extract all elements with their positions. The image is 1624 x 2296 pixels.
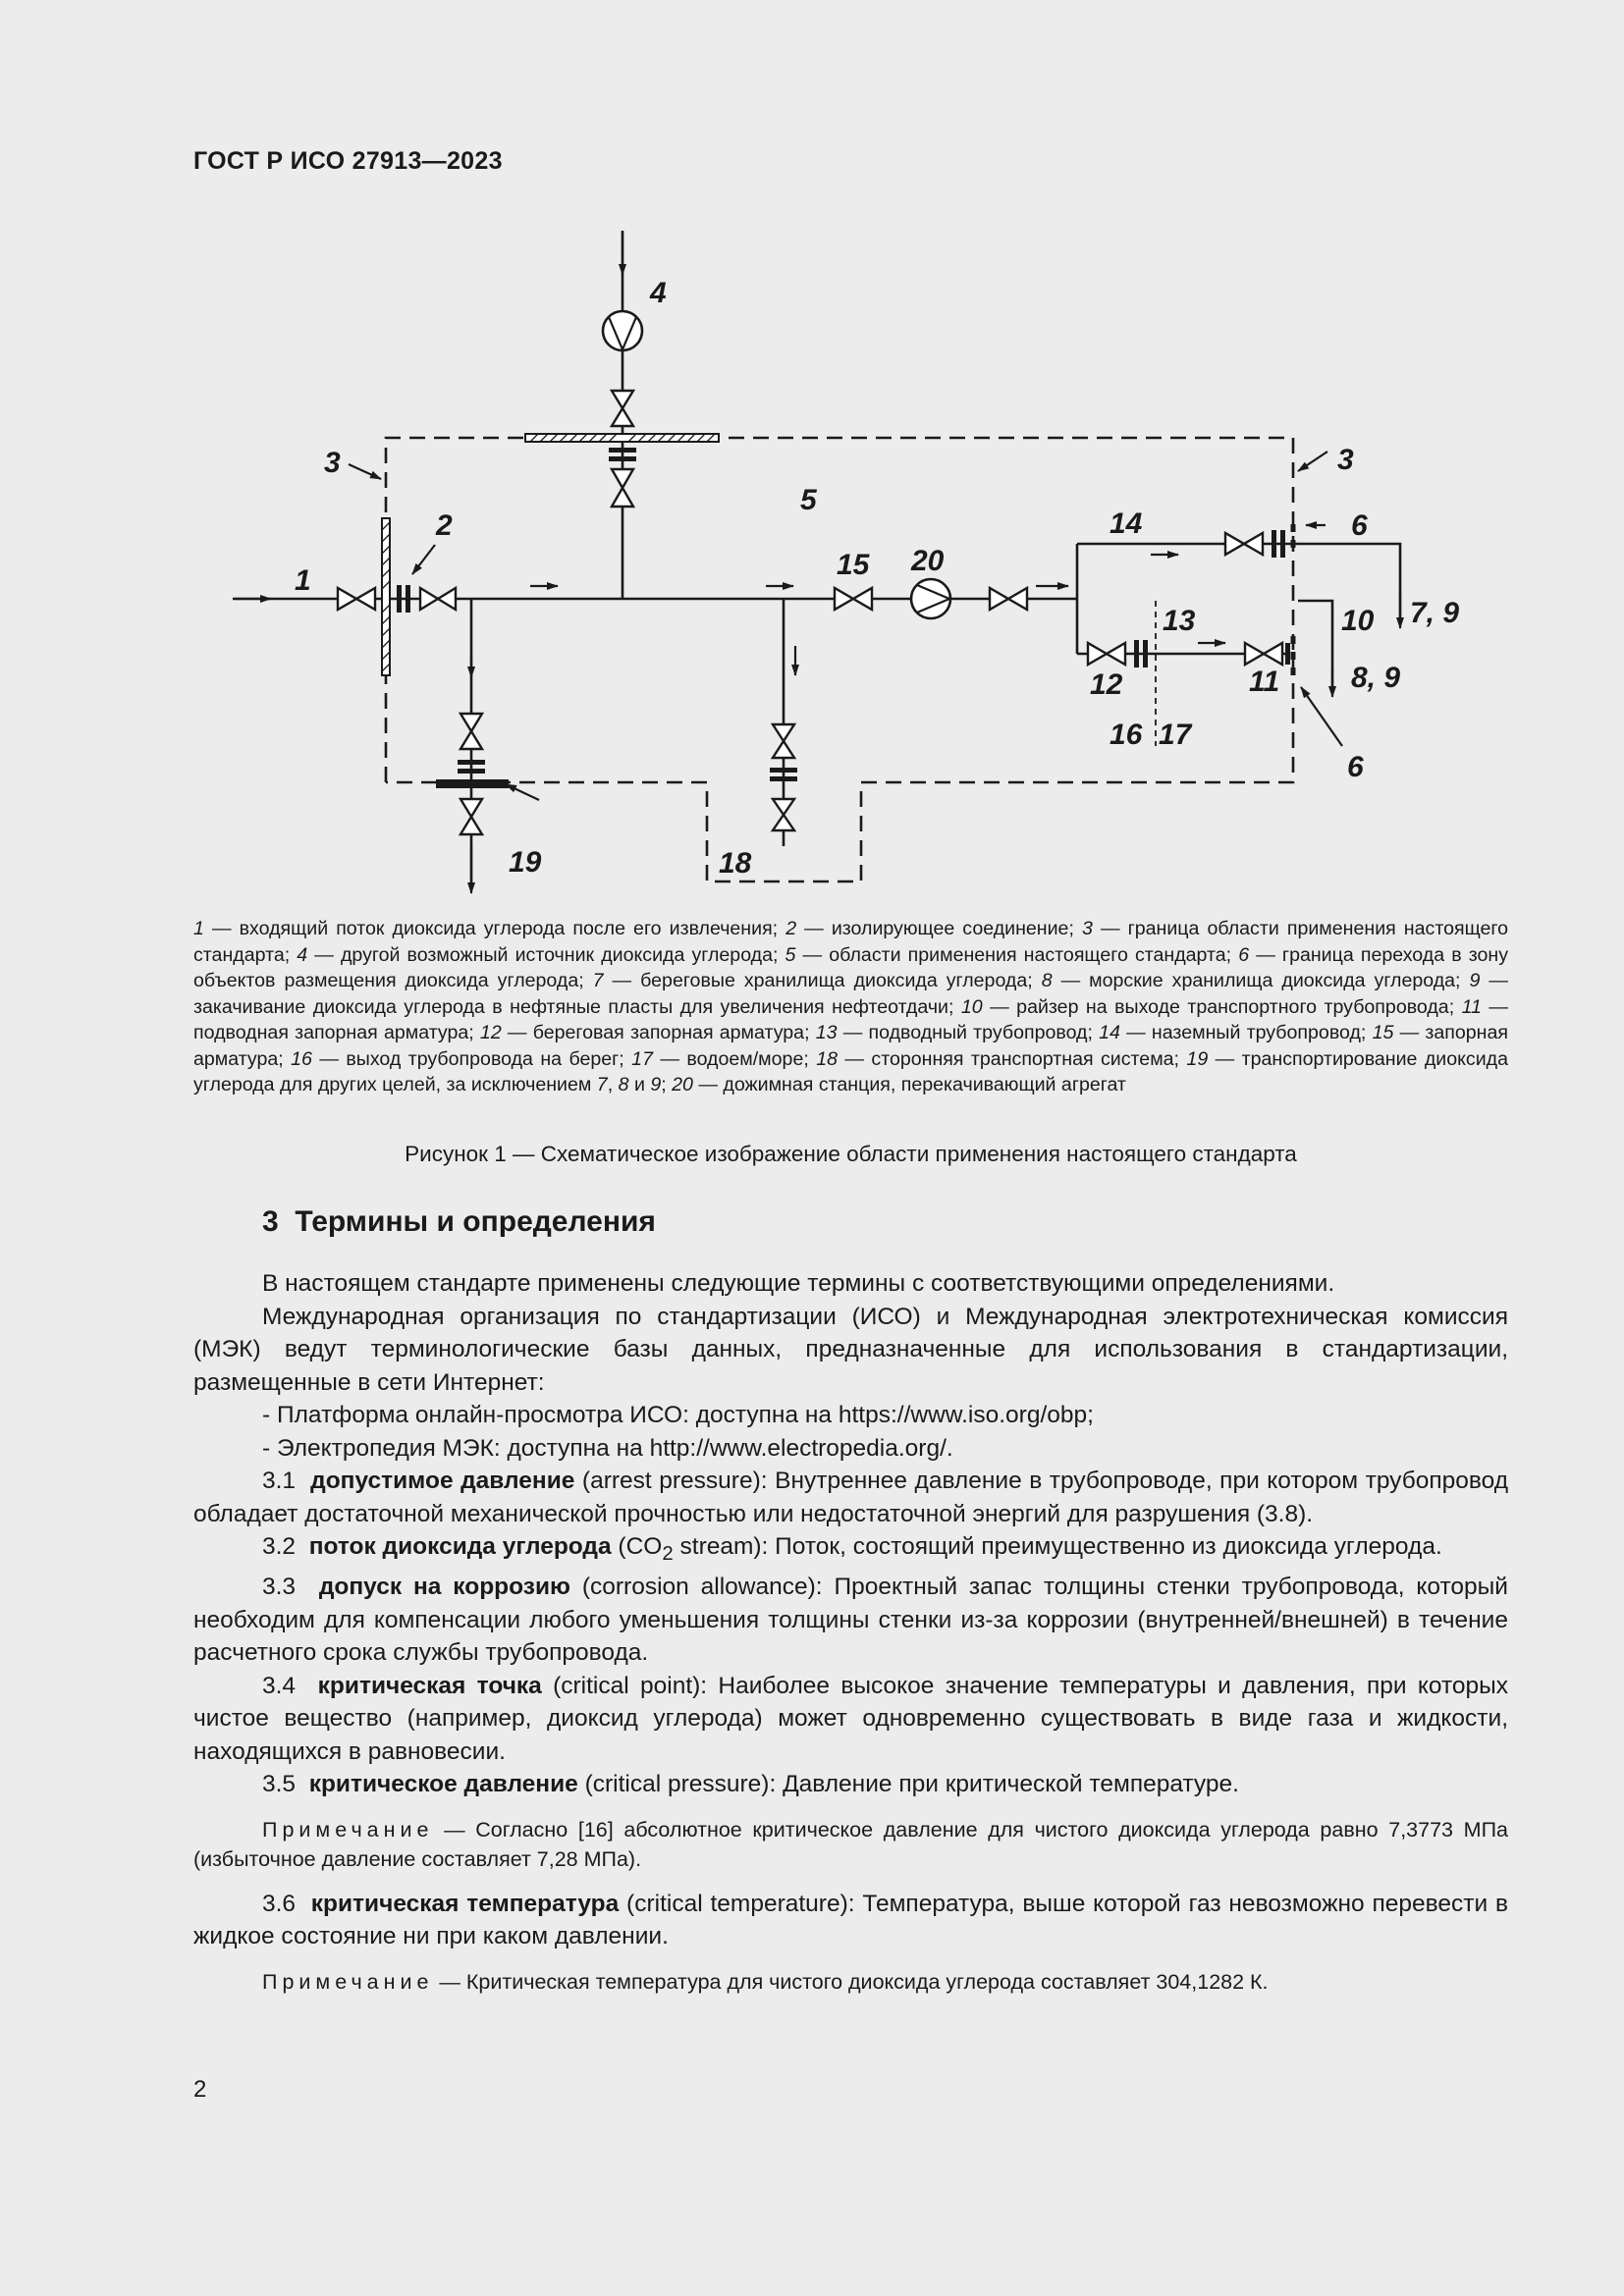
valve-inlet <box>338 588 375 610</box>
valve-11 <box>1245 643 1282 665</box>
section-number: 3 <box>262 1205 279 1238</box>
legend-number: 8 <box>1041 970 1053 991</box>
legend-text: — морские хранилища диоксида углерода; <box>1052 970 1470 991</box>
list-item: - Платформа онлайн-просмотра ИСО: доступна на https://www.iso.org/obp; <box>262 1402 1094 1428</box>
callout-1: 1 <box>295 564 311 597</box>
section-title-text: Термины и определения <box>295 1205 656 1238</box>
legend-text: — сторонняя транспортная система; <box>838 1047 1187 1070</box>
callout-16: 16 <box>1110 719 1143 751</box>
legend-text: — наземный трубопровод; <box>1119 1022 1373 1043</box>
callout-18: 18 <box>719 847 752 880</box>
isolation-bar-left <box>382 518 390 675</box>
callout-5: 5 <box>800 484 817 516</box>
legend-text: — райзер на выходе транспортного трубопровода; <box>982 995 1462 1018</box>
callout-8-9: 8, 9 <box>1351 662 1401 694</box>
legend-number: 1 <box>193 918 204 939</box>
legend-number: 9 <box>650 1074 662 1095</box>
term-3-6: 3.6 критическая температура (critical temperature): Температура, выше которой газ невозможно перевести в жидкое состояние ни при каком давлении. <box>193 1890 1508 1950</box>
legend-number: 7 <box>596 1074 608 1095</box>
riser-10 <box>1298 601 1332 687</box>
legend-number: 19 <box>1186 1047 1209 1070</box>
figure-legend <box>193 916 1508 1098</box>
valve-14 <box>1225 533 1263 555</box>
callout-11: 11 <box>1249 666 1280 698</box>
legend-text: — подводная запорная арматура; <box>193 995 1508 1043</box>
valve-after-20 <box>990 588 1027 610</box>
legend-text: и <box>628 1074 651 1095</box>
callout-3-left: 3 <box>324 447 341 479</box>
legend-text: — граница перехода в зону объектов размещения диоксида углерода; <box>193 943 1508 991</box>
legend-number: 8 <box>618 1074 629 1095</box>
legend-text: ; <box>661 1074 673 1095</box>
legend-number: 2 <box>785 918 797 939</box>
valve-2 <box>420 588 456 610</box>
legend-number: 10 <box>960 995 983 1018</box>
legend-number: 11 <box>1461 995 1482 1018</box>
legend-number: 16 <box>291 1047 312 1070</box>
legend-text: — другой возможный источник диоксида углерода; <box>307 943 785 966</box>
callout-10: 10 <box>1341 605 1375 637</box>
legend-number: 9 <box>1469 970 1481 991</box>
term-3-1: 3.1 допустимое давление (arrest pressure): Внутреннее давление в трубопроводе, при котором трубопровод обладает достаточной механической прочностью или недостаточной энергий для разрушения (3.8). <box>193 1468 1508 1527</box>
legend-text: — водоем/море; <box>652 1047 817 1070</box>
callout-20: 20 <box>911 545 945 577</box>
iso-paragraph: Международная организация по стандартизации (ИСО) и Международная электротехническая комиссия (МЭК) ведут терминологические базы данных, предназначенные для использования в стандартизации, размещенные в сети Интернет: <box>193 1303 1508 1396</box>
term-3-4: 3.4 критическая точка (critical point): Наиболее высокое значение температуры и давления, при которых чистое вещество (например, диоксид углерода) может одновременно существовать в виде газа и жидкости, находящихся в равновесии. <box>193 1672 1508 1765</box>
legend-text: — граница области применения настоящего стандарта; <box>193 918 1508 966</box>
legend-text: — береговые хранилища диоксида углерода; <box>603 970 1042 991</box>
scope-boundary <box>386 438 1293 881</box>
legend-text: — дожимная станция, перекачивающий агрегат <box>692 1074 1126 1095</box>
valve-15 <box>835 588 872 610</box>
document-header: ГОСТ Р ИСО 27913—2023 <box>193 147 503 175</box>
callout-4: 4 <box>650 277 667 309</box>
callout-19: 19 <box>509 846 542 879</box>
valve-12 <box>1088 643 1125 665</box>
legend-text: — подводный трубопровод; <box>837 1022 1100 1043</box>
note-1: Примечание — Согласно [16] абсолютное критическое давление для чистого диоксида углерода равно 7,3773 МПа (избыточное давление составляет 7,28 МПа). <box>193 1817 1508 1871</box>
valve-19b <box>460 799 482 834</box>
term-3-5: 3.5 критическое давление (critical pressure): Давление при критической температуре. <box>262 1771 1239 1798</box>
legend-number: 17 <box>631 1047 653 1070</box>
note-2: Примечание — Критическая температура для чистого диоксида углерода составляет 304,1282 К. <box>262 1969 1269 1994</box>
callout-3-right: 3 <box>1337 444 1354 476</box>
callout-17: 17 <box>1159 719 1192 751</box>
isolation-bar-19 <box>437 780 508 787</box>
legend-text: — транспортирование диоксида углерода для других целей, за исключением <box>193 1047 1509 1095</box>
legend-text: — запорная арматура; <box>193 1022 1508 1070</box>
legend-number: 4 <box>297 943 308 966</box>
legend-number: 18 <box>816 1047 838 1070</box>
legend-number: 12 <box>479 1022 502 1043</box>
term-3-3: 3.3 допуск на коррозию (corrosion allowance): Проектный запас толщины стенки трубопровода, который необходим для компенсации любого уменьшения толщины стенки из-за коррозии (внутренней/внешней) в течение расчетного срока службы трубопровода. <box>193 1574 1508 1667</box>
valve-4b <box>612 469 633 507</box>
legend-number: 3 <box>1081 918 1093 939</box>
legend-number: 7 <box>592 970 604 991</box>
list-item: - Электропедия МЭК: доступна на http://www.electropedia.org/. <box>262 1434 953 1462</box>
callout-6-bottom: 6 <box>1347 751 1364 783</box>
callout-6-top: 6 <box>1351 509 1368 542</box>
intro-paragraph: В настоящем стандарте применены следующие термины с соответствующими определениями. <box>262 1270 1335 1297</box>
valve-18b <box>773 799 794 830</box>
legend-number: 15 <box>1372 1022 1394 1043</box>
figure-caption: Рисунок 1 — Схематическое изображение области применения настоящего стандарта <box>405 1142 1297 1166</box>
legend-number: 5 <box>785 943 796 966</box>
callout-14: 14 <box>1110 507 1143 540</box>
legend-number: 6 <box>1238 943 1250 966</box>
scope-diagram <box>0 0 1624 903</box>
section-body <box>193 1267 1508 2010</box>
callout-12: 12 <box>1090 668 1123 701</box>
section-heading <box>262 1205 656 1239</box>
legend-text: , <box>607 1074 619 1095</box>
valve-19a <box>460 714 482 749</box>
legend-text: — выход трубопровода на берег; <box>311 1047 632 1070</box>
page-number: 2 <box>193 2076 207 2103</box>
term-3-2: 3.2 поток диоксида углерода ($CO_2$ stream): Поток, состоящий преимущественно из диоксида углерода. <box>262 1533 1442 1565</box>
legend-number: 20 <box>672 1074 693 1095</box>
legend-text: — береговая запорная арматура; <box>501 1022 816 1043</box>
legend-text: — закачивание диоксида углерода в нефтяные пласты для увеличения нефтеотдачи; <box>193 970 1508 1018</box>
legend-text: — входящий поток диоксида углерода после его извлечения; <box>203 918 786 939</box>
callout-15: 15 <box>837 549 870 581</box>
legend-number: 13 <box>815 1022 838 1043</box>
callout-13: 13 <box>1163 605 1196 637</box>
valve-18a <box>773 724 794 758</box>
legend-number: 14 <box>1099 1022 1120 1043</box>
callout-2: 2 <box>436 509 453 542</box>
valve-4a <box>612 391 633 426</box>
callout-7-9: 7, 9 <box>1410 597 1460 629</box>
legend-text: — изолирующее соединение; <box>796 918 1082 939</box>
legend-text: — области применения настоящего стандарта; <box>795 943 1239 966</box>
